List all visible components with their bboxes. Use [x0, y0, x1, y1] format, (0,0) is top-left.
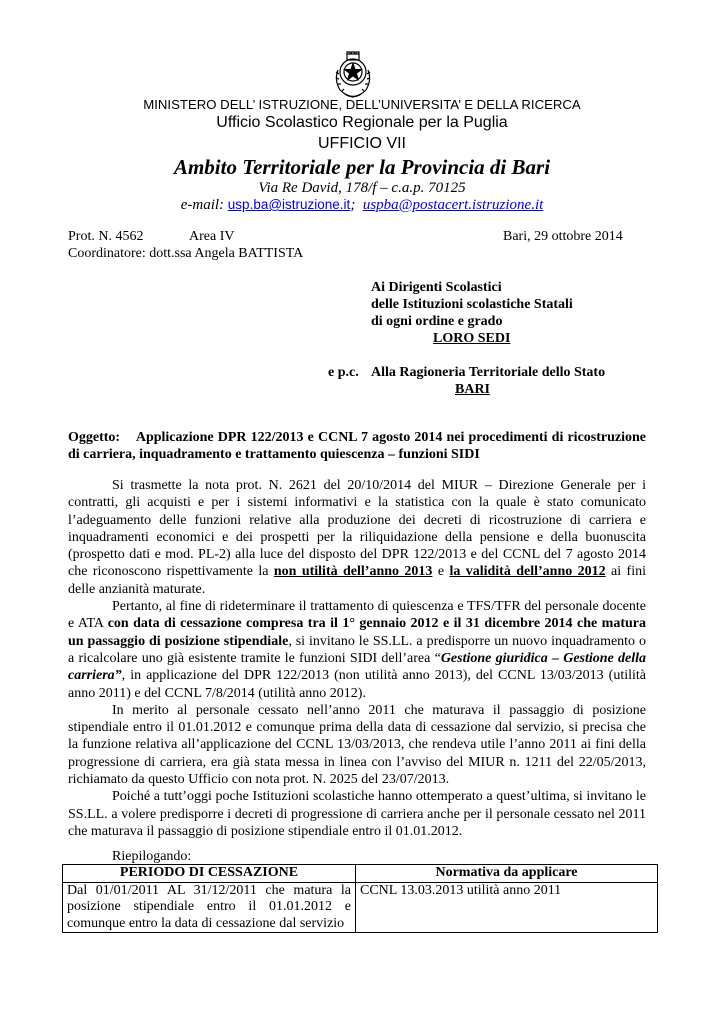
paragraph-4: Poiché a tutt’oggi poche Istituzioni scolastiche hanno ottemperato a quest’ultima, si invitano le SS.LL. a volere predisporre i decreti di progressione di carriera anche per il personale cessato nel 2011 che maturava il passaggio di posizione stipendiale entro il 01.01.2012.	[68, 789, 646, 839]
email-primary-link[interactable]: usp.ba@istruzione.it	[227, 197, 351, 212]
table-row	[63, 882, 658, 933]
recipient-line-2: delle Istituzioni scolastiche Statali	[371, 297, 573, 312]
pc-recipient-line-2: BARI	[455, 382, 491, 397]
p2-emphasis-2: Gestione giuridica – Gestione della carriera”	[68, 650, 646, 684]
p1-text-a: Si trasmette la nota prot. N. 2621 del 20/10/2014 del MIUR – Direzione Generale per i contratti, gli acquisti e per i sistemi informativi e la statistica con la quale è stato comunicato l’adeguamento delle funzioni relative alla produzione dei decreti di ricostruzione di carriera e inquadramenti economici e dei prospetti per la riliquidazione della pensione e della buonuscita (prospetto dati e mod. PL-2) alla luce del disposto del DPR 122/2013 e del CCNL del 7 agosto 2014 che riconoscono rispettivamente la	[68, 478, 646, 580]
summary-table	[62, 864, 658, 933]
p2-emphasis-1: con data di cessazione compresa tra il 1° gennaio 2012 e il 31 dicembre 2014 che matura un passaggio di posizione stipendiale	[68, 616, 646, 649]
ambito-title: Ambito Territoriale per la Provincia di Bari	[173, 155, 551, 179]
table-cell-normativa: CCNL 13.03.2013 utilità anno 2011	[356, 882, 658, 933]
paragraph-1	[68, 477, 646, 598]
table-header-row	[63, 865, 658, 883]
paragraph-2	[68, 598, 646, 702]
table-header-period: PERIODO DI CESSAZIONE	[63, 865, 356, 883]
protocol-number: Prot. N. 4562	[68, 229, 144, 244]
recipient-line-3: di ogni ordine e grado	[371, 314, 503, 329]
recipient-line-1: Ai Dirigenti Scolastici	[371, 280, 502, 295]
subject-text: Applicazione DPR 122/2013 e CCNL 7 agosto 2014 nei procedimenti di ricostruzione di carriera, inquadramento e trattamento quiescenza – funzioni SIDI	[68, 430, 647, 463]
office-number: UFFICIO VII	[318, 135, 406, 152]
ministry-name: MINISTERO DELL’ ISTRUZIONE, DELL’UNIVERSITA’ E DELLA RICERCA	[143, 97, 581, 112]
subject-label: Oggetto:	[68, 430, 121, 445]
regional-office-name: Ufficio Scolastico Regionale per la Puglia	[216, 114, 508, 131]
email-label: e-mail:	[180, 197, 225, 213]
p2-text-e: , in applicazione del DPR 122/2013 (non utilità anno 2013), del CCNL 13/03/2013 (utilità anno 2011) e del CCNL 7/8/2014 (utilità anno 2012).	[68, 668, 646, 701]
table-header-normativa: Normativa da applicare	[356, 865, 658, 883]
place-date: Bari, 29 ottobre 2014	[503, 229, 623, 244]
coordinator: Coordinatore: dott.ssa Angela BATTISTA	[68, 246, 304, 261]
area-label: Area IV	[189, 229, 235, 244]
p1-text-e: ai fini delle anzianità maturate.	[68, 564, 646, 597]
p1-emphasis-2: la validità dell’anno 2012	[449, 564, 606, 580]
letter-body	[68, 477, 646, 840]
p2-text-c: , si invitano le SS.LL. a predisporre un nuovo inquadramento o a ricalcolare uno già esistente tramite le funzioni SIDI dell’area “	[68, 633, 646, 666]
email-separator: ;	[350, 197, 356, 213]
pc-label: e p.c.	[328, 365, 359, 380]
table-cell-period: Dal 01/01/2011 AL 31/12/2011 che matura la posizione stipendiale entro il 01.01.2012 e comunque entro la data di cessazione dal servizio	[63, 882, 356, 933]
paragraph-3: In merito al personale cessato nell’anno 2011 che maturava il passaggio di posizione stipendiale entro il 01.01.2012 e comunque prima della data di cessazione dal servizio, si precisa che la funzione relativa all’applicazione del CCNL 13/03/2013, che rendeva utile l’anno 2011 ai fini della progressione di carriera, era già stata messa in linea con l’avviso del MIUR n. 1211 del 22/05/2013, richiamato da questo Ufficio con nota prot. N. 2025 del 23/07/2013.	[68, 702, 646, 788]
italian-republic-emblem-icon	[330, 50, 376, 100]
office-address: Via Re David, 178/f – c.a.p. 70125	[258, 180, 466, 196]
p1-emphasis-1: non utilità dell’anno 2013	[273, 564, 433, 580]
p1-text-c: e	[432, 564, 450, 580]
email-line	[0, 197, 724, 214]
recipient-line-4: LORO SEDI	[433, 331, 511, 346]
email-pec-link[interactable]: uspba@postacert.istruzione.it	[362, 197, 544, 213]
summary-intro: Riepilogando:	[112, 849, 192, 864]
pc-recipient-line-1: Alla Ragioneria Territoriale dello Stato	[371, 365, 606, 380]
subject	[68, 429, 646, 464]
p2-text-a: Pertanto, al fine di rideterminare il trattamento di quiescenza e TFS/TFR del personale docente e ATA	[68, 599, 646, 632]
